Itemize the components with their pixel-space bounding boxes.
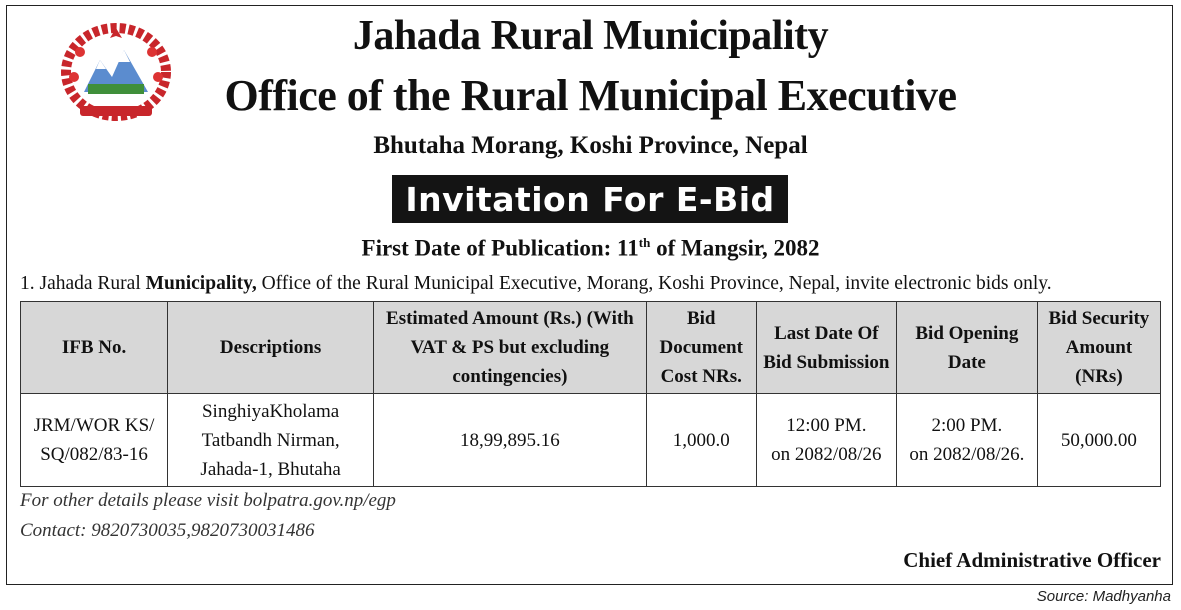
table-row bbox=[21, 394, 1161, 487]
cell-document-cost: 1,000.0 bbox=[646, 394, 756, 487]
header-description: Descriptions bbox=[168, 302, 374, 394]
cell-last-date: 12:00 PM. on 2082/08/26 bbox=[756, 394, 896, 487]
office-address: Bhutaha Morang, Koshi Province, Nepal bbox=[373, 132, 808, 159]
cell-security-amount: 50,000.00 bbox=[1037, 394, 1160, 487]
publication-date: First Date of Publication: 11th of Mangsir, 2082 bbox=[361, 235, 820, 261]
bid-table bbox=[20, 301, 1161, 487]
signer-title: Chief Administrative Officer bbox=[903, 548, 1161, 572]
header-security-amount: Bid Security Amount (NRs) bbox=[1037, 302, 1160, 394]
source-credit: Source: Madhyanha bbox=[1036, 588, 1171, 605]
cell-description: SinghiyaKholama Tatbandh Nirman, Jahada-1, Bhutaha bbox=[168, 394, 374, 487]
municipality-title: Jahada Rural Municipality bbox=[352, 13, 829, 59]
header-document-cost: Bid Document Cost NRs. bbox=[646, 302, 756, 394]
header-ifb: IFB No. bbox=[21, 302, 168, 394]
header-opening-date: Bid Opening Date bbox=[896, 302, 1037, 394]
header-last-date: Last Date Of Bid Submission bbox=[756, 302, 896, 394]
intro-paragraph: 1. Jahada Rural Municipality, Office of the Rural Municipal Executive, Morang, Koshi Province, Nepal, invite electronic bids only. bbox=[20, 273, 1052, 294]
contact-text: Contact: 9820730035,9820730031486 bbox=[20, 520, 315, 541]
header-estimated-amount: Estimated Amount (Rs.) (With VAT & PS but excluding contingencies) bbox=[374, 302, 647, 394]
invitation-banner: Invitation For E-Bid bbox=[392, 175, 788, 223]
cell-ifb: JRM/WOR KS/ SQ/082/83-16 bbox=[21, 394, 168, 487]
details-link-text: For other details please visit bolpatra.gov.np/egp bbox=[20, 490, 396, 511]
table-header-row bbox=[21, 302, 1161, 394]
office-title: Office of the Rural Municipal Executive bbox=[224, 71, 957, 120]
cell-estimated-amount: 18,99,895.16 bbox=[374, 394, 647, 487]
cell-opening-date: 2:00 PM. on 2082/08/26. bbox=[896, 394, 1037, 487]
